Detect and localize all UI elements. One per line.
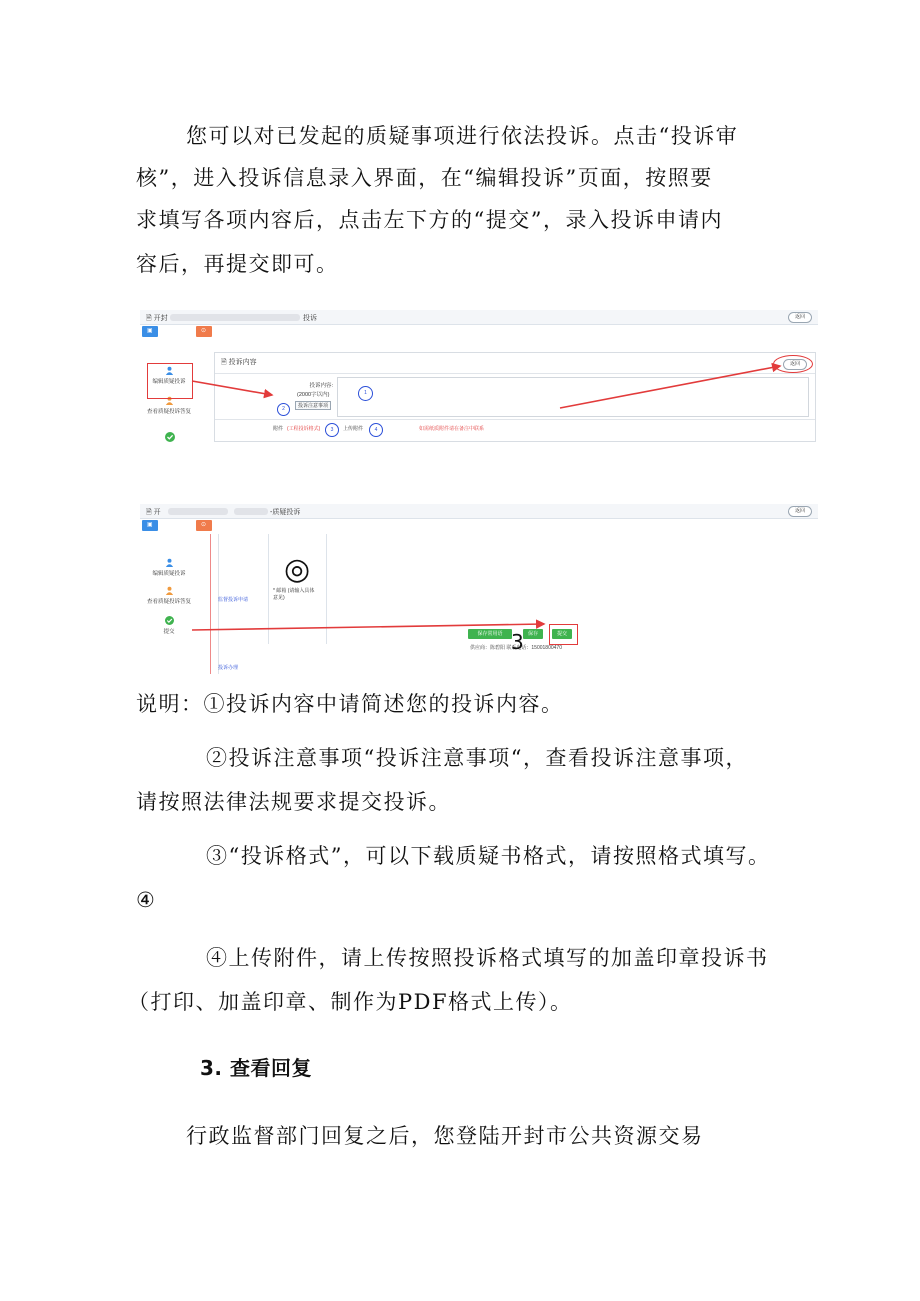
complaint-handling-link[interactable]: 投诉办理 [218, 665, 239, 671]
note-4a: ④上传附件，请上传按照投诉格式填写的加盖印章投诉书 [206, 946, 769, 970]
sidebar-item-submit[interactable]: 提交 [140, 616, 198, 635]
note-2a: ②投诉注意事项“投诉注意事项“，查看投诉注意事项， [206, 746, 748, 770]
marker-circle-1: 1 [358, 386, 373, 401]
target-symbol: ◎ [284, 552, 311, 587]
tab-log[interactable]: ⊙ 流程日志 [196, 520, 212, 531]
notice-button[interactable]: 投诉注意事项 [295, 401, 331, 410]
upload-button[interactable]: 上传附件 [343, 426, 364, 432]
complaint-application-link[interactable]: 监督投诉申请 [218, 597, 249, 603]
intro-line-1: 您可以对已发起的质疑事项进行依法投诉。点击“投诉审 [186, 124, 739, 148]
tab-workspace[interactable]: ▣ [142, 326, 158, 337]
intro-line-2: 核”，进入投诉信息录入界面，在“编辑投诉”页面，按照要 [136, 166, 713, 190]
remark-label: * 邮箱 (请输入具体意见) [273, 588, 315, 601]
field-label: 投诉内容: [309, 383, 333, 389]
attach-warning: 如需纸质附件请在备注中联系 [419, 426, 485, 432]
sidebar-item-view-reply[interactable]: 查看质疑投诉答复 [140, 586, 198, 605]
marker-circle-4: 4 [369, 423, 383, 437]
section-3-heading: 3. 查看回复 [200, 1056, 312, 1080]
breadcrumb-tail: 投诉 [303, 315, 317, 322]
breadcrumb-tail: -质疑投诉 [270, 509, 301, 516]
save-button[interactable]: 保存 [523, 629, 543, 639]
marker-circle-2: 2 [277, 403, 290, 416]
contact-info: 供应商：陈碧阳 联系电话：15001800470 [470, 645, 562, 651]
screenshot-edit-complaint [140, 310, 818, 446]
back-button[interactable]: 返回 [788, 312, 812, 323]
note-4b: （打印、加盖印章、制作为PDF格式上传）。 [128, 990, 573, 1014]
note-2b: 请按照法律法规要求提交投诉。 [136, 790, 451, 814]
field-hint: (2000字以内) [297, 392, 330, 398]
intro-line-4: 容后，再提交即可。 [136, 252, 339, 276]
section-title: 🗎 投诉内容 [221, 359, 257, 366]
intro-line-3: 求填写各项内容后，点击左下方的“提交”，录入投诉申请内 [136, 208, 723, 232]
annotation-arrows [140, 310, 818, 446]
note-3: ③“投诉格式”，可以下载质疑书格式，请按照格式填写。 [206, 844, 771, 868]
step-number: 3 [511, 630, 524, 654]
section-3-line: 行政监督部门回复之后，您登陆开封市公共资源交易 [186, 1124, 704, 1148]
back-button[interactable]: 返回 [788, 506, 812, 517]
screenshot-submit [140, 504, 818, 674]
sidebar-item-view-reply[interactable]: 查看质疑投诉答复 [140, 396, 198, 415]
sidebar-item-edit-complaint[interactable]: 编辑质疑投诉 [140, 366, 198, 385]
note-3b: ④ [136, 888, 157, 912]
attach-label: 附件 [273, 426, 284, 432]
back-button-inner[interactable]: 返回 [783, 359, 807, 370]
sidebar-item-edit-complaint[interactable]: 编辑质疑投诉 [140, 558, 198, 577]
attach-format-link[interactable]: (工程投诉格式) [287, 426, 321, 432]
note-1: 说明：①投诉内容中请简述您的投诉内容。 [136, 692, 564, 716]
submit-button[interactable]: 提交 [552, 629, 572, 639]
save-common-phrase-button[interactable]: 保存常用语 [468, 629, 512, 639]
marker-circle-3: 3 [325, 423, 339, 437]
tab-log[interactable]: ⊙ 流程日志 [196, 326, 212, 337]
annotation-arrow [140, 504, 818, 674]
tab-workspace[interactable]: ▣ [142, 520, 158, 531]
breadcrumb: 🗎 开 [146, 509, 161, 516]
breadcrumb: 🗎 开封 [146, 315, 168, 322]
